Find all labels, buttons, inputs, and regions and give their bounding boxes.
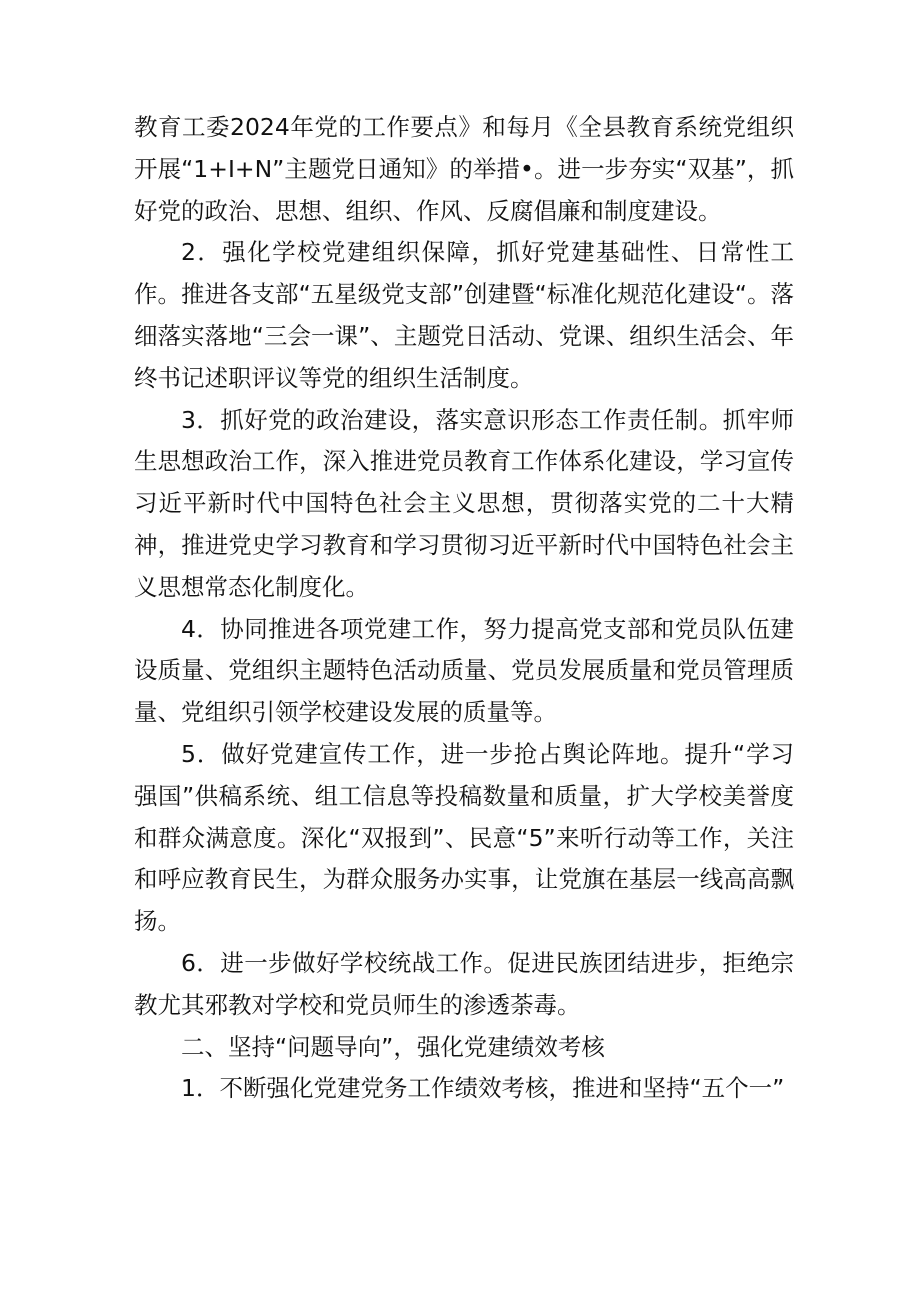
paragraph-item-6: 6．进一步做好学校统战工作。促进民族团结进步，拒绝宗教尤其邪教对学校和党员师生的渗透荼毒。 [134,948,794,1019]
paragraph-item-4: 4．协同推进各项党建工作，努力提高党支部和党员队伍建设质量、党组织主题特色活动质量、党员发展质量和党员管理质量、党组织引领学校建设发展的质量等。 [134,614,794,727]
paragraph-item-5: 5．做好党建宣传工作，进一步抢占舆论阵地。提升“学习强国”供稿系统、组工信息等投稿数量和质量，扩大学校美誉度和群众满意度。深化“双报到”、民意“5”来听行动等工作，关注和呼应教育民生，为群众服务办实事，让党旗在基层一线高高飘扬。 [134,739,794,936]
paragraph-item-3: 3．抓好党的政治建设，落实意识形态工作责任制。抓牢师生思想政治工作，深入推进党员教育工作体系化建设，学习宣传习近平新时代中国特色社会主义思想，贯彻落实党的二十大精神，推进党史学习教育和学习贯彻习近平新时代中国特色社会主义思想常态化制度化。 [134,405,794,601]
paragraph-item-2: 2．强化学校党建组织保障，抓好党建基础性、日常性工作。推进各支部“五星级党支部”创建暨“标准化规范化建设“。落细落实落地“三会一课”、主题党日活动、党课、组织生活会、年终书记述职评议等党的组织生活制度。 [134,238,794,392]
paragraph-continuation: 教育工委2024年党的工作要点》和每月《全县教育系统党组织开展“1+I+N”主题党日通知》的举措•。进一步夯实“双基”，抓好党的政治、思想、组织、作风、反腐倡廉和制度建设。 [134,113,794,225]
document-body [134,107,794,1110]
section-heading: 二、坚持“问题导向”，强化党建绩效考核 [181,1032,605,1061]
paragraph-item-1: 1．不断强化党建党务工作绩效考核，推进和坚持“五个一” [181,1074,785,1103]
